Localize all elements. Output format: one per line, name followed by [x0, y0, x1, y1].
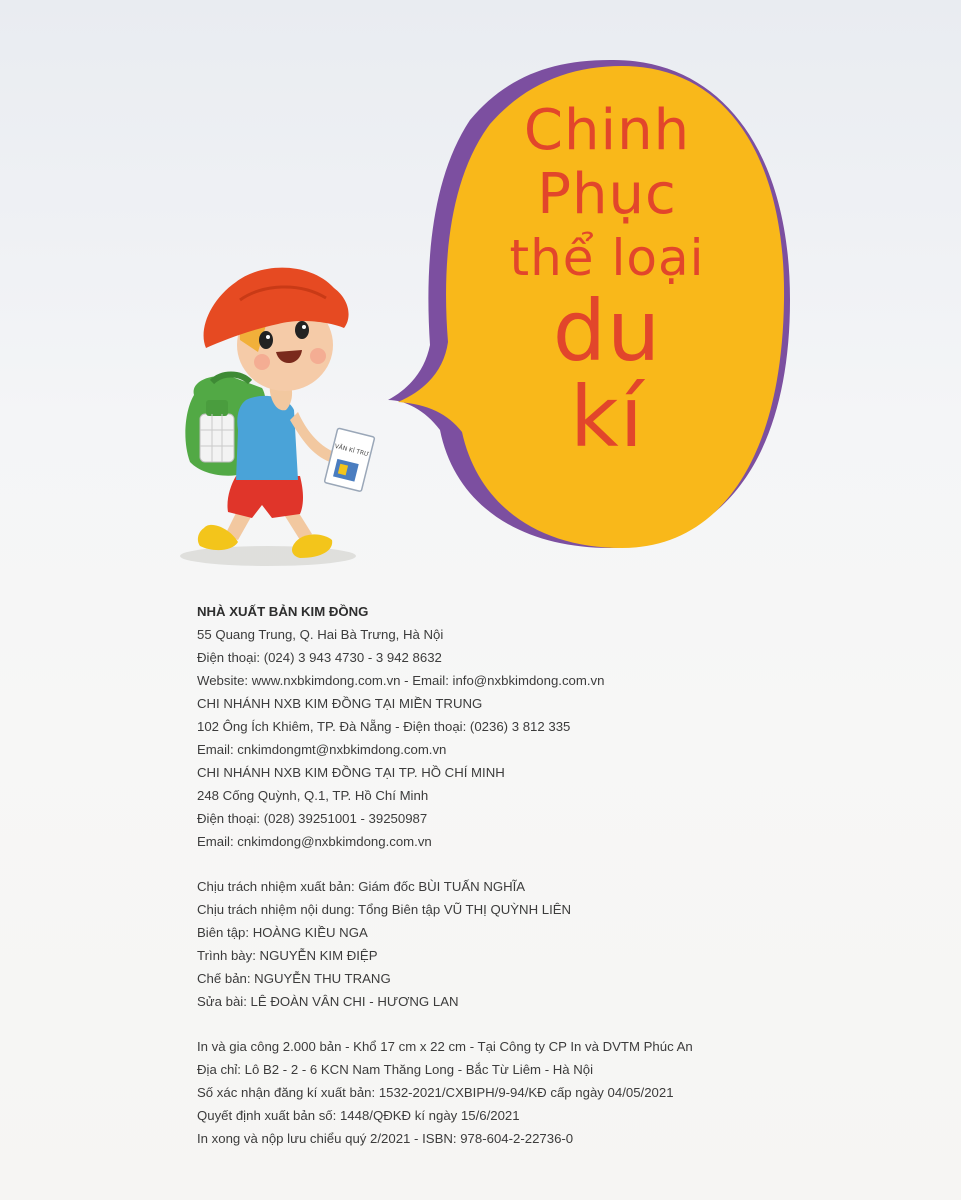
- credit-line: Chịu trách nhiệm nội dung: Tổng Biên tập VŨ THỊ QUỲNH LIÊN: [197, 902, 572, 917]
- publisher-website-email: Website: www.nxbkimdong.com.vn - Email: info@nxbkimdong.com.vn: [197, 673, 605, 688]
- branch-hcm-name: CHI NHÁNH NXB KIM ĐỒNG TẠI TP. HỒ CHÍ MINH: [197, 765, 505, 780]
- credit-line: Trình bày: NGUYỄN KIM ĐIỆP: [197, 948, 378, 963]
- branch-central-email: Email: cnkimdongmt@nxbkimdong.com.vn: [197, 742, 447, 757]
- credit-line: Sửa bài: LÊ ĐOÀN VÂN CHI - HƯƠNG LAN: [197, 994, 459, 1009]
- booklet-label: VĂN KÍ TRƯ: [333, 442, 370, 459]
- credit-line: Chịu trách nhiệm xuất bản: Giám đốc BÙI TUẤN NGHĨA: [197, 879, 526, 894]
- booklet: [324, 428, 374, 492]
- spacer: [197, 853, 897, 875]
- spacer: [197, 1013, 897, 1035]
- book-title: [462, 95, 752, 466]
- branch-central-address: 102 Ông Ích Khiêm, TP. Đà Nẵng - Điện thoại: (0236) 3 812 335: [197, 719, 571, 734]
- printing-line: Quyết định xuất bản số: 1448/QĐKĐ kí ngày 15/6/2021: [197, 1108, 520, 1123]
- cheek: [310, 348, 326, 364]
- credit-line: Biên tập: HOÀNG KIỀU NGA: [197, 925, 368, 940]
- right-arm: [290, 412, 334, 462]
- publisher-phone: Điện thoại: (024) 3 943 4730 - 3 942 8632: [197, 650, 442, 665]
- printing-line: Số xác nhận đăng kí xuất bản: 1532-2021/CXBIPH/9-94/KĐ cấp ngày 04/05/2021: [197, 1085, 674, 1100]
- branch-hcm-address: 248 Cống Quỳnh, Q.1, TP. Hồ Chí Minh: [197, 788, 429, 803]
- ground-shadow: [180, 546, 356, 566]
- title-line: du: [552, 282, 662, 380]
- cheek: [254, 354, 270, 370]
- branch-central-name: CHI NHÁNH NXB KIM ĐỒNG TẠI MIỀN TRUNG: [197, 696, 483, 711]
- publisher-name: NHÀ XUẤT BẢN KIM ĐỒNG: [197, 604, 369, 619]
- title-line: Chinh: [523, 98, 691, 163]
- title-line: thể loại: [509, 229, 705, 287]
- branch-hcm-email: Email: cnkimdong@nxbkimdong.com.vn: [197, 834, 432, 849]
- title-line: kí: [570, 368, 644, 466]
- credit-line: Chế bản: NGUYỄN THU TRANG: [197, 971, 391, 986]
- branch-hcm-phone: Điện thoại: (028) 39251001 - 39250987: [197, 811, 428, 826]
- printing-line: Địa chỉ: Lô B2 - 2 - 6 KCN Nam Thăng Long - Bắc Từ Liêm - Hà Nội: [197, 1062, 594, 1077]
- title-line: Phục: [537, 162, 677, 227]
- eye: [295, 321, 309, 339]
- imprint-block: [197, 600, 897, 1150]
- printing-line: In xong và nộp lưu chiểu quý 2/2021 - ISBN: 978-604-2-22736-0: [197, 1131, 574, 1146]
- publisher-address: 55 Quang Trung, Q. Hai Bà Trưng, Hà Nội: [197, 627, 444, 642]
- printing-line: In và gia công 2.000 bản - Khổ 17 cm x 22 cm - Tại Công ty CP In và DVTM Phúc An: [197, 1039, 693, 1054]
- shirt: [236, 396, 298, 480]
- shorts: [227, 476, 303, 518]
- eye: [259, 331, 273, 349]
